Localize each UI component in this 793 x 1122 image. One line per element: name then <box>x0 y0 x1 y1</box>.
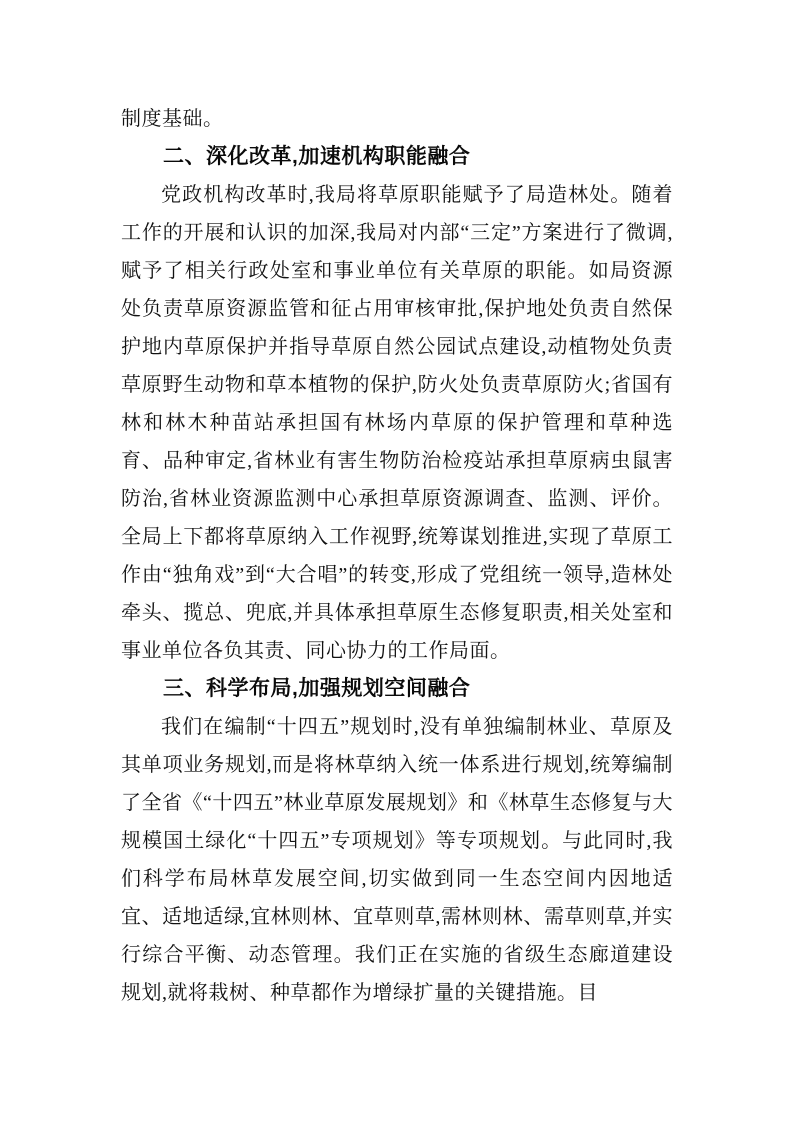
paragraph-carryover-tail: 制度基础。 <box>121 108 224 130</box>
paragraph-section-2: 党政机构改革时,我局将草原职能赋予了局造林处。随着工作的开展和认识的加深,我局对内部“三定”方案进行了微调,赋予了相关行政处室和事业单位有关草原的职能。如局资源处负责草原资源监管和征占用审核审批,保护地处负责自然保护地内草原保护并指导草原自然公园试点建设,动植物处负责草原野生动物和草本植物的保护,防火处负责草原防火;省国有林和林木种苗站承担国有林场内草原的保护管理和草种选育、品种审定,省林业有害生物防治检疫站承担草原病虫鼠害防治,省林业资源监测中心承担草原资源调查、监测、评价。全局上下都将草原纳入工作视野,统筹谋划推进,实现了草原工作由“独角戏”到“大合唱”的转变,形成了党组统一领导,造林处牵头、揽总、兜底,并具体承担草原生态修复职责,相关处室和事业单位各负其责、同心协力的工作局面。 <box>121 184 673 662</box>
paragraph-section-3: 我们在编制“十四五”规划时,没有单独编制林业、草原及其单项业务规划,而是将林草纳入统一体系进行规划,统筹编制了全省《“十四五”林业草原发展规划》和《林草生态修复与大规模国土绿化“十四五”专项规划》等专项规划。与此同时,我们科学布局林草发展空间,切实做到同一生态空间内因地适宜、适地适绿,宜林则林、宜草则草,需林则林、需草则草,并实行综合平衡、动态管理。我们正在实施的省级生态廊道建设规划,就将栽树、种草都作为增绿扩量的关键措施。目 <box>121 716 673 1004</box>
section-heading-2: 二、深化改革,加速机构职能融合 <box>163 145 471 168</box>
section-heading-3: 三、科学布局,加强规划空间融合 <box>163 677 471 700</box>
